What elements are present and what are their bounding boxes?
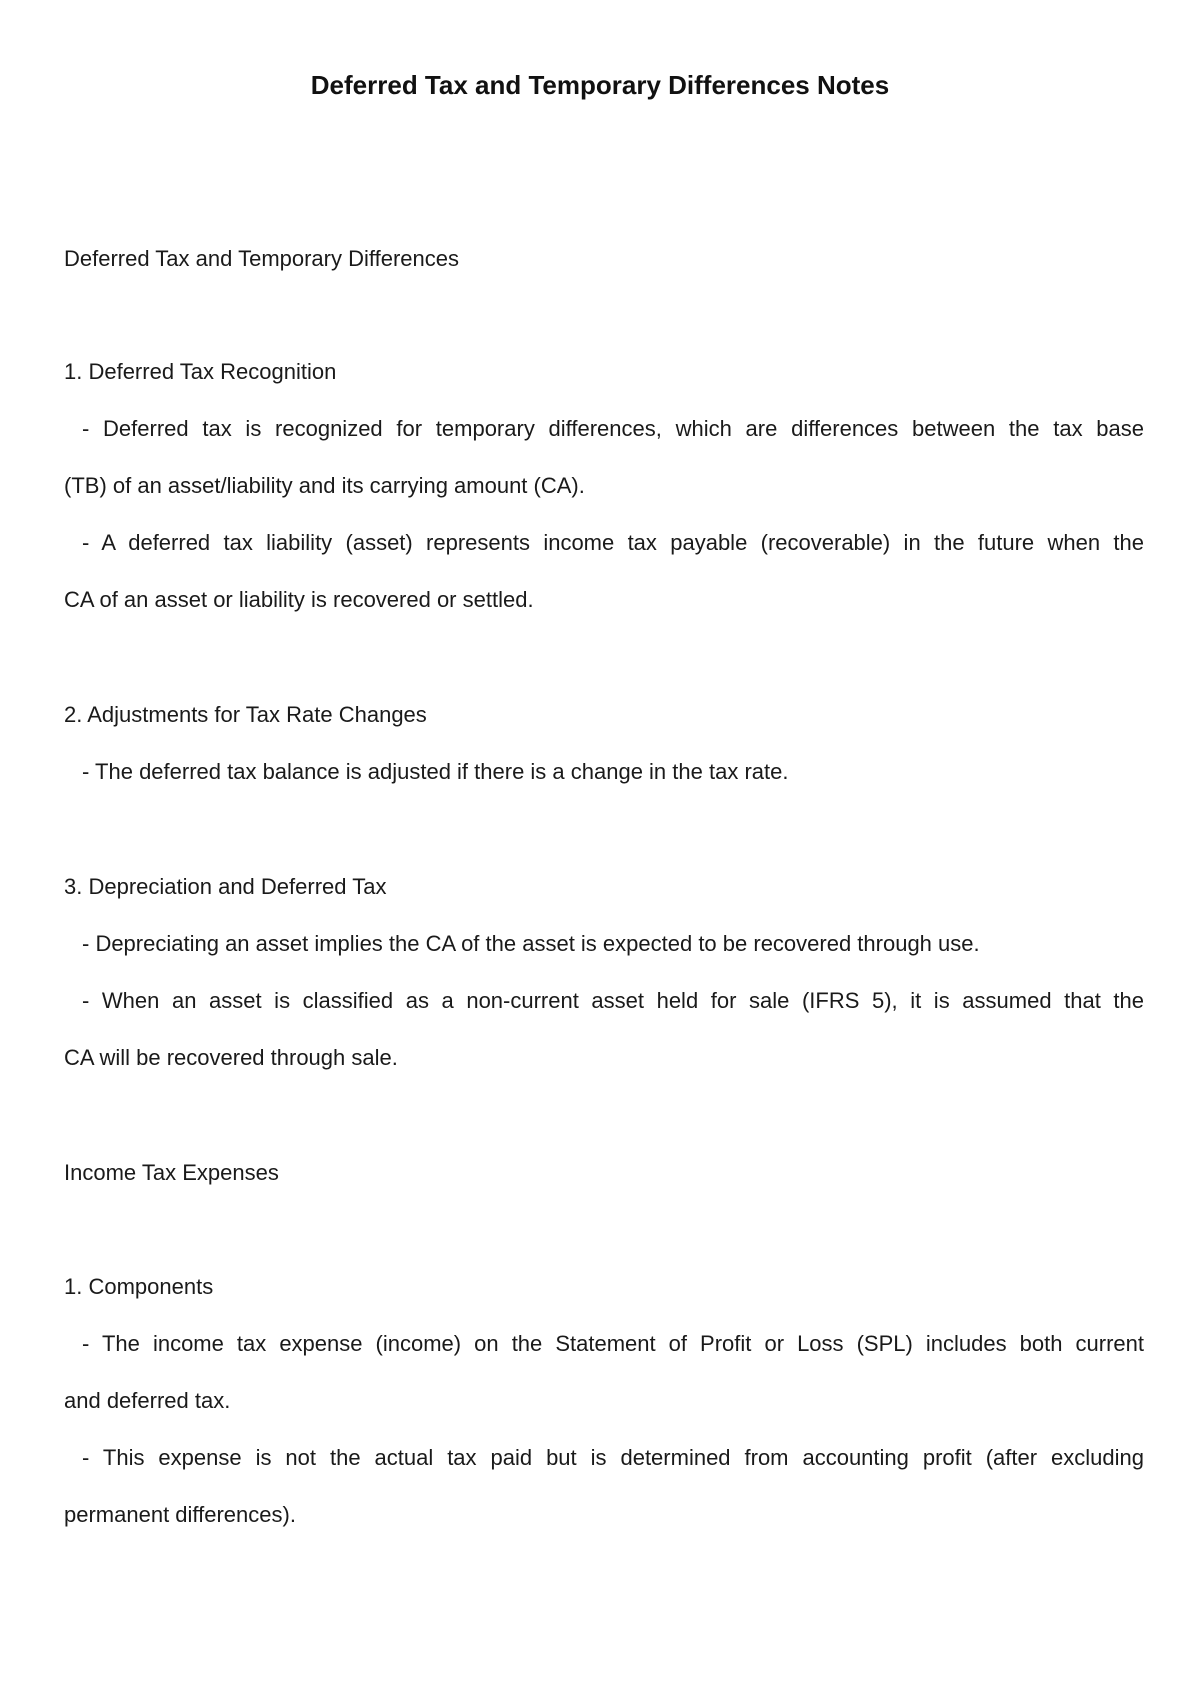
bullet-text-continued: permanent differences). (64, 1502, 296, 1527)
section-heading: Deferred Tax and Temporary Differences (64, 246, 459, 271)
section-heading: Income Tax Expenses (64, 1160, 279, 1185)
subsection-heading: 2. Adjustments for Tax Rate Changes (64, 702, 427, 727)
bullet-text-continued: and deferred tax. (64, 1388, 231, 1413)
subsection-heading: 1. Deferred Tax Recognition (64, 359, 337, 384)
bullet-text-continued: CA will be recovered through sale. (64, 1045, 398, 1070)
bullet-text: - The deferred tax balance is adjusted if there is a change in the tax rate. (82, 759, 789, 784)
bullet-text: - Depreciating an asset implies the CA of the asset is expected to be recovered through use. (82, 931, 980, 956)
bullet-text-continued: CA of an asset or liability is recovered or settled. (64, 587, 534, 612)
subsection-heading: 3. Depreciation and Deferred Tax (64, 874, 387, 899)
bullet-text: - The income tax expense (income) on the Statement of Profit or Loss (SPL) includes both current (82, 1331, 1144, 1356)
bullet-text-continued: (TB) of an asset/liability and its carrying amount (CA). (64, 473, 585, 498)
document-title: Deferred Tax and Temporary Differences Notes (310, 70, 890, 100)
bullet-text: - A deferred tax liability (asset) represents income tax payable (recoverable) in the future when the (82, 530, 1144, 555)
subsection-heading: 1. Components (64, 1274, 214, 1299)
bullet-text: - When an asset is classified as a non-current asset held for sale (IFRS 5), it is assumed that the (82, 988, 1144, 1013)
bullet-text: - This expense is not the actual tax paid but is determined from accounting profit (after excluding (82, 1445, 1144, 1470)
bullet-text: - Deferred tax is recognized for temporary differences, which are differences between the tax base (82, 416, 1144, 441)
